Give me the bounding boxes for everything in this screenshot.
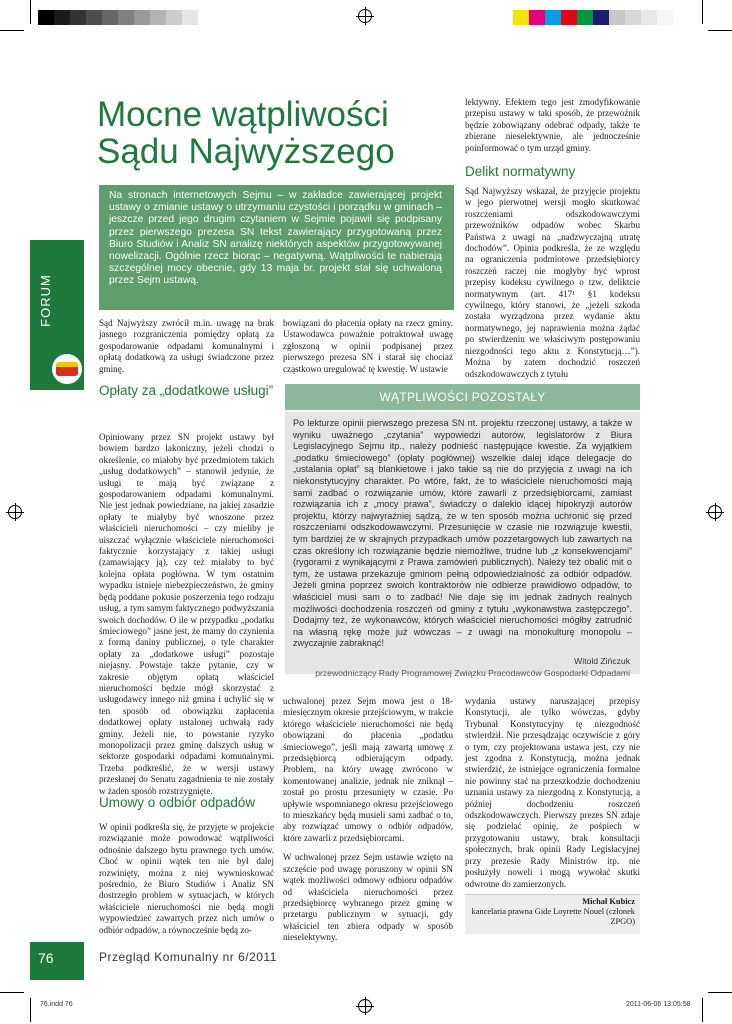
date-slug: 2011-06-06 13:05:58	[626, 1001, 691, 1008]
color-swatch	[102, 10, 118, 25]
registration-mark-left	[8, 505, 22, 519]
author-box	[465, 894, 640, 934]
column-3-bottom: wydania ustawy naruszającej przepisy Konstytucji, ale tylko wówczas, gdyby Trybunał Konstytucyjny tę niezgodność stwierdził. Nie przesądzając oczywiście z góry o tym, czy projektowana ustawa jest, czy nie jest zgodna z Konstytucją, można jednak stwierdzić, że istniejące ograniczenia formalne nie powinny stać na przeszkodzie dochodzeniu uznania ustawy za niezgodną z Konstytucją, a później dochodzeniu roszczeń odszkodowawczych. Pierwszy prezes SN zdaje się podzielać opinię, że pośpiech w przygotowaniu ustawy, brak konsultacji społecznych, brak opinii Rady Legislacyjnej przy prezesie Rady Ministrów itp. nie posłużyły noweli i mogą wywołać skutki odwrotne do zamierzonych.	[465, 696, 640, 889]
color-swatch	[657, 10, 673, 25]
article-title: Mocne wątpliwości Sądu Najwyższego	[97, 95, 395, 171]
publisher-logo-icon	[50, 352, 84, 386]
color-swatch	[625, 10, 641, 25]
crop-mark	[0, 992, 24, 993]
color-swatch	[641, 10, 657, 25]
crop-mark	[30, 998, 31, 1022]
heading-umowy: Umowy o odbiór odpadów	[99, 795, 256, 810]
author-name: Michał Kubicz	[582, 897, 635, 906]
color-swatches	[513, 10, 673, 25]
crop-mark	[702, 0, 703, 24]
registration-mark-right	[708, 505, 722, 519]
crop-mark	[708, 992, 732, 993]
color-swatch	[166, 10, 182, 25]
crop-mark	[0, 30, 24, 31]
color-swatch	[593, 10, 609, 25]
heading-oplaty: Opłaty za „dodatkowe usługi”	[99, 383, 274, 398]
registration-mark-bottom	[358, 999, 372, 1013]
heading-delikt: Delikt normatywny	[465, 164, 576, 179]
sidebar-box-body: Po lekturze opinii pierwszego prezesa SN nt. projektu rzeczonej ustawy, a także w wyniku uważnego „czytania” wypowiedzi autorów, legislatorów z Biura Legislacyjnego Sejmu itp., należy podnieść następujące kwestie. Za wyjątkiem „podatku śmieciowego” (opłaty pogłównej) wszelkie dalej idące delegacje do „ustalania opłat” są blankietowe i jako takie są nie do przyjęcia z uwagi na ich niekonstytucyjny charakter. Po wtóre, fakt, że to właściciele nieruchomości mają sami zadbać o rozwiązanie umów, które zawarli z przedsiębiorcami, zamiast rozwiązania ich z „mocy prawa”, świadczy o dalekio idącej hipokryzji autorów projektu, którzy najwyraźniej sądzą, że w ten sposób można uchronić się przed roszczeniami odszkodowawczymi. Przesunięcie w czasie nie rozwiązuje kwestii, tym bardziej że w skrajnych przypadkach umów pozzetargowych lub zawartych na czas określony ich rozwiązanie będzie niemożliwe, trudne lub „z konsekwencjami” (rygorami z wynikającymi z Prawa zamówień publicznych). Należy też obalić mit o tym, że ustawa przekazuje gminom pełną odpowiedzialność za odbiór odpadów. Jeżeli gmina poprzez swoich kontraktorów nie odbierze prawidłowo odpadów, to właściciel musi sam o to zadbać! Nie daje się im jednak żadnych realnych możliwości dochodzenia roszczeń od gminy z tytułu „wykonawstwa zastępczego”. Dodajmy też, że wykonawców, których właściciel nieruchomości mógłby zatrudnić na własną rękę może już wówczas – z uwagi na monokulturę monopolu – zwyczajnie zabraknąć!	[285, 412, 640, 674]
column-1-umowy: W opinii podkreśla się, że przyjęte w projekcie rozwiązanie może powodować wątpliwości odnośnie dalszego bytu prawnego tych umów. Choć w opinii wątek ten nie był dalej rozwinięty, można z niej wywnioskować pośrednio, że Biuro Studiów i Analiz SN dostrzegło problem w sytuacjach, w których właściciele nieruchomości nie będą mogli wypowiedzieć zawartych przez nich umów o odbiór odpadów, a równocześnie będą zo-	[99, 822, 274, 935]
color-swatch	[86, 10, 102, 25]
color-swatch	[134, 10, 150, 25]
section-label: FORUM	[37, 273, 53, 327]
color-swatch	[118, 10, 134, 25]
color-swatch	[150, 10, 166, 25]
column-2-top: bowiązani do płacenia opłaty na rzecz gminy. Ustawodawca poważnie potraktował uwagę zgłoszoną w opinii podpisanej przez pierwszego prezesa SN i starał się chociaż cząstkowo uregulować tę kwestię. W ustawie	[283, 318, 453, 374]
color-swatch	[54, 10, 70, 25]
crop-mark	[708, 30, 732, 31]
sidebar-box-title: WĄTPLIWOŚCI POZOSTAŁY	[285, 384, 640, 410]
registration-mark-top	[358, 9, 372, 23]
color-swatch	[38, 10, 54, 25]
publication-title: Przegląd Komunalny nr 6/2011	[99, 950, 277, 964]
crop-mark	[30, 0, 31, 24]
column-1-oplaty: Opiniowany przez SN projekt ustawy był bowiem bardzo lakoniczny, jeżeli chodzi o określenie, co miałoby być przedmiotem takich „usług dodatkowych” – stanowił jedynie, że usługi te mają być związane z gospodarowaniem odpadami komunalnymi. Nie jest jednak powiedziane, na jakiej zasadzie opłaty te miałyby być wnoszone przez właścicieli nieruchomości – czy mieliby je uiszczać wyłącznie właściciele nieruchomości faktycznie korzystający z takiej usługi (zamawiający ją), czy też miałaby to być kolejna opłata pogłówna. W tym ostatnim wypadku istnieje niebezpieczeństwo, że gminy będą poddane pokusie poszerzenia tego rodzaju usług, a tym samym faktycznego podwyższania swoich dochodów. O ile w przypadku „podatku śmieciowego” jasne jest, że mamy do czynienia z formą daniny publicznej, o tyle charakter opłaty za „dodatkowe usługi” pozostaje niejasny. Powstaje także pytanie, czy w zakresie objętym opłatą właściciel nieruchomości będzie mógł skorzystać z usługodawcy innego niż gmina i uchylić się w ten sposób od obowiązku zapłacenia dodatkowej opłaty ustalonej uchwałą rady gminy. Jeżeli nie, to powstanie ryzyko monopolizacji przez gminę dalszych usług w sektorze gospodarki odpadami komunalnymi. Trzeba podkreślić, że w wersji ustawy przesłanej do Senatu zagadnienia te nie zostały w żaden sposób rozstrzygnięte.	[99, 432, 274, 796]
color-swatch	[182, 10, 198, 25]
color-swatch	[577, 10, 593, 25]
file-slug: 76.indd 76	[40, 1001, 73, 1008]
color-swatch	[70, 10, 86, 25]
column-2-bottom: uchwalonej przez Sejm mowa jest o 18-miesięcznym okresie przejściowym, w trakcie którego właściciele nieruchomości nie będą obowiązani do płacenia „podatku śmieciowego”, jeśli mają zawartą umowę z przedsiębiorcą odbierającym odpady. Problem, na który uwagę zwrócono w komentowanej analizie, jednak nie zniknął – został po prostu przesunięty w czasie. Po upływie wspomnianego okresu przejściowego to mieszkańcy będą musieli sami zadbać o to, aby rozwiązać umowy o odbiór odpadów, które zawarli z przedsiębiorcami. W uchwalonej przez Sejm ustawie wzięto na szczęście pod uwagę poruszony w opinii SN wątek możliwości odmowy odbioru odpadów od właściciela nieruchomości przez przedsiębiorcę wybranego przez gminę w przetargu publicznym w sytuacji, gdy właściciel ten zbiera odpady w sposób nieselektywny.	[283, 696, 453, 943]
color-swatch	[609, 10, 625, 25]
sidebar-box-role: przewodniczący Rady Programowej Związku Pracodawców Gospodarki Odpadami	[315, 668, 630, 678]
color-swatch	[513, 10, 529, 25]
page-number: 76	[38, 950, 54, 966]
lead-paragraph: Na stronach internetowych Sejmu – w zakładce zawierającej projekt ustawy o zmianie ustawy o utrzymaniu czystości i porządku w gminach – jeszcze przed jego drugim czytaniem w Sejmie pojawił się podpisany przez pierwszego prezesa SN tekst zawierający przygotowaną przez Biuro Studiów i Analiz SN analizę niektórych aspektów przygotowywanej nowelizacji. Ogólnie rzecz biorąc – negatywną. Wątpliwości te nabierają szczególnej mocy obecnie, gdy 13 maja br. projekt stał się uchwaloną przez Sejm ustawą.	[99, 185, 454, 310]
column-3-top: lektywny. Efektem tego jest zmodyfikowanie przepisu ustawy w taki sposób, że przewoźnik będzie zobowiązany odebrać odpady, także te zbierane nieselektywnie, ale jednocześnie poinformować o tym urząd gminy.	[465, 97, 640, 153]
sidebar-box-signature: Witold Zińczuk	[574, 656, 630, 666]
grayscale-swatches	[38, 10, 198, 25]
author-role: kancelaria prawna Gide Loyrette Nouel (członek ZPGO)	[471, 907, 635, 927]
column-3-delikt: Sąd Najwyższy wskazał, że przyjęcie projektu w jego pierwotnej wersji mogło skutkować roszczeniami odszkodowawczymi przewoźników odpadów wobec Skarbu Państwa z uwagi na „nadzwyczajną utratę dochodów”. Opinia podkreśla, że ze względu na ograniczenia podmiotowe przedsiębiorcy roszczeń raczej nie mogłyby być wprost przepisy kodeksu cywilnego o tzw. deliktcie normatywnym (art. 417¹ §1 kodeksu cywilnego, który stanowi, że „jeżeli szkoda została wyrządzona przez wydanie aktu normatywnego, jej naprawienia można żądać po stwierdzeniu we właściwym postępowaniu niezgodności tego aktu z Konstytucją…”). Można by zatem dochodzić roszczeń odszkodowawczych z tytułu	[465, 186, 640, 379]
color-swatch	[561, 10, 577, 25]
column-1-intro: Sąd Najwyższy zwrócił m.in. uwagę na brak jasnego rozgraniczenia pomiędzy opłatą za gospodarowanie odpadami komunalnymi i opłatą dodatkową za usługi świadczone przez gminę.	[99, 318, 274, 374]
crop-mark	[702, 998, 703, 1022]
color-swatch	[545, 10, 561, 25]
color-swatch	[529, 10, 545, 25]
